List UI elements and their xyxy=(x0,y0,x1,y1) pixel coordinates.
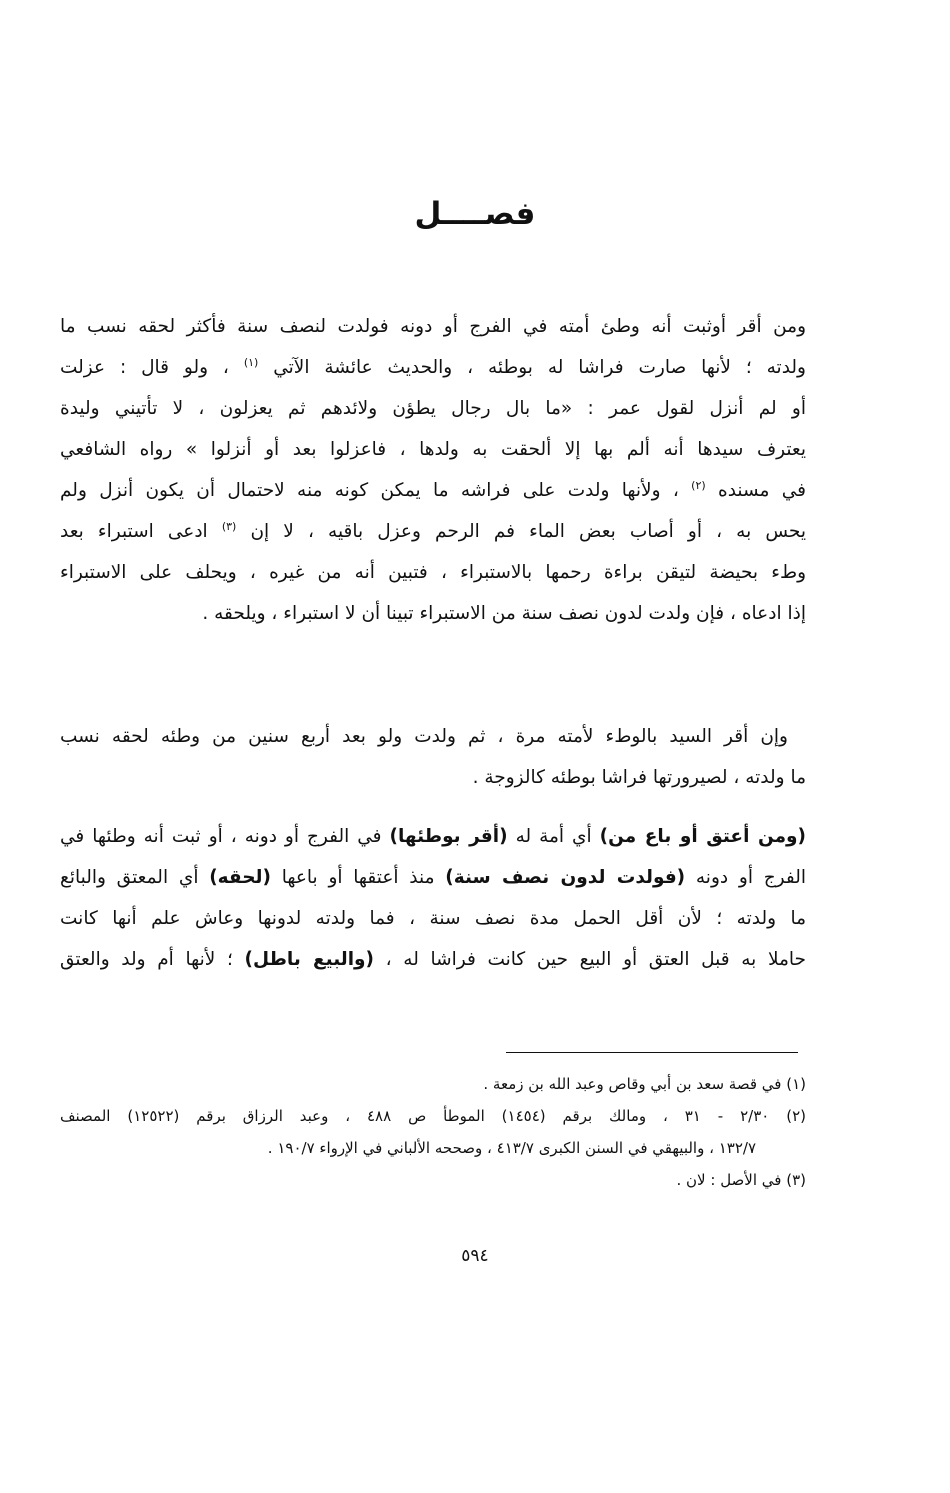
footnotes xyxy=(60,1068,806,1196)
footnote-2: (٢) ٢/٣٠ - ٣١ ، ومالك برقم (١٤٥٤) الموطأ ص ٤٨٨ ، وعبد الرزاق برقم (١٢٥٢٢) المصنف xyxy=(60,1107,806,1125)
text-line: وطء بحيضة لتيقن براءة رحمها بالاستبراء ، فتبين أنه من غيره ، ويحلف على الاستبراء xyxy=(60,562,806,583)
paragraph-2 xyxy=(60,716,806,798)
text-segment: ادعى استبراء بعد xyxy=(60,521,208,542)
bold-term: (لحقه) xyxy=(209,867,271,888)
text-line: ما ولدته ؛ لأن أقل الحمل مدة نصف سنة ، فما ولدته لدونها وعاش علم أنها كانت xyxy=(60,908,806,929)
text-segment: الفرج أو دونه xyxy=(685,867,806,888)
paragraph-1 xyxy=(60,306,806,634)
text-segment: ، ولو قال : عزلت xyxy=(60,357,229,378)
text-segment: يحس به ، أو أصاب بعض الماء فم الرحم وعزل باقيه ، لا إن xyxy=(250,521,806,542)
footnote-marker[interactable]: (٢) xyxy=(691,478,706,492)
page-number: ٥٩٤ xyxy=(461,1246,489,1266)
text-segment: ، ولأنها ولدت على فراشه ما يمكن كونه منه لاحتمال أن يكون أنزل ولم xyxy=(60,480,679,501)
text-line: أو لم أنزل لقول عمر : «ما بال رجال يطؤن ولائدهم ثم يعزلون ، لا تأتيني وليدة xyxy=(60,398,806,419)
bold-term: (ومن أعتق أو باع من) xyxy=(599,826,806,847)
text-segment: منذ أعتقها أو باعها xyxy=(270,867,446,888)
text-segment: ولدته ؛ لأنها صارت فراشا له بوطئه ، والحديث عائشة الآتي xyxy=(273,357,806,378)
text-segment: في مسنده xyxy=(718,480,806,501)
text-line: إذا ادعاه ، فإن ولدت لدون نصف سنة من الاستبراء تبينا أن لا استبراء ، ويلحقه . xyxy=(202,603,806,624)
footnote-2-continuation: ١٣٢/٧ ، والبيهقي في السنن الكبرى ٤١٣/٧ ، وصححه الألباني في الإرواء ١٩٠/٧ . xyxy=(267,1139,756,1157)
footnote-3: (٣) في الأصل : لان . xyxy=(676,1171,806,1189)
text-line xyxy=(60,511,806,552)
text-line xyxy=(60,857,806,898)
text-line: ومن أقر أوثبت أنه وطئ أمته في الفرج أو دونه فولدت لنصف سنة فأكثر لحقه نسب ما xyxy=(60,316,806,337)
section-heading: فصــــل xyxy=(414,196,536,232)
text-segment: في الفرج أو دونه ، أو ثبت أنه وطئها في xyxy=(60,826,390,847)
text-segment: ؛ لأنها أم ولد والعتق xyxy=(60,949,245,970)
bold-term: (والبيع باطل) xyxy=(244,949,375,970)
bold-term: (أقر بوطئها) xyxy=(389,826,508,847)
text-line xyxy=(60,347,806,388)
footnote-marker[interactable]: (١) xyxy=(243,355,259,369)
text-segment: حاملا به قبل العتق أو البيع حين كانت فراشا له ، xyxy=(374,949,806,970)
footnote-1: (١) في قصة سعد بن أبي وقاص وعبد الله بن زمعة . xyxy=(483,1075,806,1093)
footnote-marker[interactable]: (٣) xyxy=(221,519,237,533)
text-line xyxy=(60,816,806,857)
text-segment: أي أمة له xyxy=(507,826,600,847)
text-line: يعترف سيدها أنه ألم بها إلا ألحقت به ولدها ، فاعزلوا بعد أو أنزلوا » رواه الشافعي xyxy=(60,439,806,460)
text-line: ما ولدته ، لصيرورتها فراشا بوطئه كالزوجة . xyxy=(472,767,806,788)
footnote-separator xyxy=(506,1052,798,1053)
text-line xyxy=(60,470,806,511)
text-segment: أي المعتق والبائع xyxy=(60,867,210,888)
bold-term: (فولدت لدون نصف سنة) xyxy=(445,867,686,888)
text-line: وإن أقر السيد بالوطء لأمته مرة ، ثم ولدت ولو بعد أربع سنين من وطئه لحقه نسب xyxy=(60,726,788,747)
paragraph-3 xyxy=(60,816,806,980)
text-line xyxy=(60,939,806,980)
